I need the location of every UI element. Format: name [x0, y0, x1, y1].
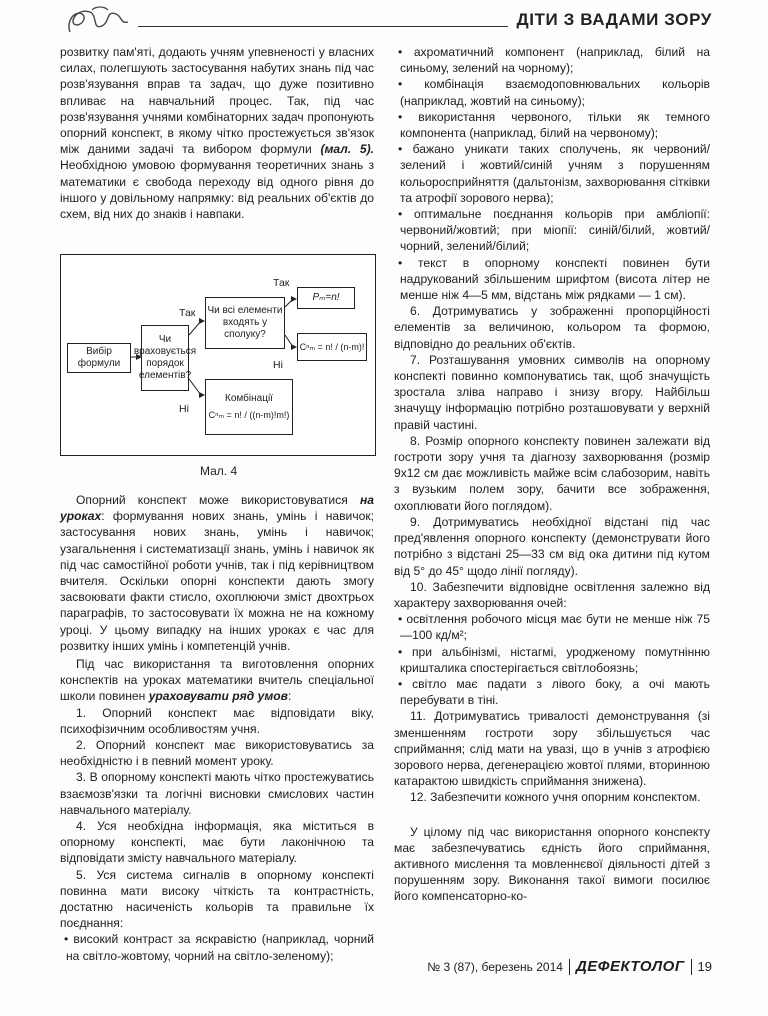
- box-permutations: [297, 287, 355, 309]
- list-item: 7. Розташування умовних символів на опорному конспекті повинно компонуватись так, щоб значущість зростала зліва направо і знизу вгору. Найбільш значущу інформацію потрібно розташовувати у верхній правій частині.: [394, 352, 710, 432]
- bullet-item: • бажано уникати таких сполучень, як червоний/зелений і жовтий/синій учням з порушенням кольоросприйняття (дальтонізм, захворювання сітківки та атрофії зорового нерва);: [394, 141, 710, 206]
- formula-combinations: Cⁿₘ = n! / ((n-m)!m!): [208, 410, 290, 420]
- formula-permutations: Pₘ=n!: [312, 292, 340, 303]
- bullet-item: • високий контраст за яскравістю (наприклад, чорний на світло-жовтому, чорний на світло-зеленому);: [60, 931, 374, 963]
- list-item: 12. Забезпечити кожного учня опорним конспектом.: [410, 790, 701, 805]
- paragraph: [60, 492, 374, 654]
- box-question-all: [205, 297, 285, 349]
- paragraph-text: : формування нових знань, умінь і навичок; застосування нових знань, умінь і навичок; узагальнення і систематизації знань, умінь і навичок як під час самостійної роботи учнів, так і під керівництвом вчителя. Оскільки опорні конспекти дають змогу засвоювати факти стисло, охоплюючи зміст двохтрьох параграфів, то застосовувати їх можна не на кожному уроці. У цьому випадку на інших уроках є час для розвитку інших умінь і компетенцій учнів.: [60, 509, 374, 653]
- box-start-label: Вибір формули: [77, 346, 121, 369]
- figure-reference: (мал. 5).: [320, 142, 374, 157]
- paragraph: [60, 44, 374, 222]
- paragraph-text: Під час використання та виготовлення опорних конспектів на уроках математики вчитель спеціальної школи повинен: [60, 657, 374, 704]
- left-column-bottom: [60, 492, 374, 964]
- bullet-item: • при альбінізмі, ністагмі, уродженому помутнінню кришталика спостерігається світлобоязнь;: [394, 644, 710, 676]
- footer-divider: [691, 959, 692, 975]
- list-item: 1. Опорний конспект має відповідати віку, психофізичним особливостям учня.: [60, 705, 374, 736]
- bullet-item: • освітлення робочого місця має бути не менше ніж 75—100 кд/м²;: [394, 611, 710, 643]
- page-number: 19: [697, 959, 712, 974]
- box-question-all-label: Чи всі елементи входять у сполуку?: [207, 305, 283, 340]
- paragraph: [60, 656, 374, 705]
- label-no-2: Ні: [273, 359, 283, 371]
- bullet-item: • ахроматичний компонент (наприклад, білий на синьому, зелений на чорному);: [394, 44, 710, 76]
- paragraph-text: Опорний конспект може використовуватися: [76, 493, 348, 507]
- magazine-name: ДЕФЕКТОЛОГ: [575, 958, 685, 975]
- list-item: 3. В опорному конспекті мають чітко простежуватись взаємозв'язки та логічні висновки смислових частин навчального матеріалу.: [60, 770, 374, 817]
- bullet-item: • оптимальне поєднання кольорів при амбліопії: червоний/жовтий; при міопії: синій/білий, жовтий/чорний, зелений/білий;: [394, 206, 710, 255]
- magazine-logo-icon: [62, 4, 132, 38]
- box-question-order-label: Чи враховується порядок елементів?: [133, 334, 197, 381]
- list-item: 2. Опорний конспект має використовуватись за необхідністю і в певний момент уроку.: [60, 738, 374, 769]
- label-yes-2: Так: [273, 277, 290, 289]
- figure-caption: Мал. 4: [200, 464, 238, 478]
- label-yes-1: Так: [179, 307, 196, 319]
- list-item: 11. Дотримуватись тривалості демонстрування (зі зменшенням гостроти зору збільшується час сприймання; слід мати на увазі, що в учнів з атрофією зорового нерва, дегенерацією жовтої плями, вторинною катарактою швидкість сприймання знижена).: [394, 709, 710, 789]
- list-item: 4. Уся необхідна інформація, яка міститься в опорному конспекті, має бути лаконічною та відповідати змісту навчального матеріалу.: [60, 819, 374, 866]
- box-question-order: [133, 325, 197, 391]
- header-rule: [138, 26, 508, 27]
- paragraph-text: Необхідною умовою формування теоретичних знань з математики є свобода переходу від одного рівня до іншого у довільному напрямку: від реальних об'єктів до схем, від них до знаків і навпаки.: [60, 158, 374, 222]
- bullet-item: • використання червоного, тільки як темного компонента (наприклад, білий на червоному);: [394, 109, 710, 141]
- emphasis: на уроках: [60, 493, 374, 524]
- footer-divider: [569, 959, 570, 975]
- diagram-combinatorics: [60, 254, 376, 456]
- bullet-item: • текст в опорному конспекті повинен бути надрукований збільшеним шрифтом (висота літер не менше ніж 4—5 мм, відстань між рядками — 1 см).: [394, 255, 710, 304]
- bullet-item: • світло має падати з лівого боку, а очі мають перебувати в тіні.: [394, 676, 710, 708]
- list-item: 9. Дотримуватись необхідної відстані під час пред'явлення опорного конспекту (демонструвати його потрібно з відстані 25—33 см від ока дитини під кутом від 5° до 45° щодо лінії погляду).: [394, 514, 710, 578]
- paragraph: У цілому під час використання опорного конспекту має забезпечуватись єдність його сприймання, активного мислення та мовленнєвої діяльності дітей з порушенням зору. Виконання такої вимоги посилює його компенсаторно-ко-: [394, 824, 710, 904]
- label-no-1: Ні: [179, 403, 189, 415]
- box-combinations-title: Комбінації: [225, 393, 273, 404]
- formula-arrangements: Cⁿₘ = n! / (n-m)!: [299, 342, 365, 352]
- box-start: [67, 343, 131, 373]
- paragraph-text: розвитку пам'яті, додають учням упевненості у власних силах, полегшують застосування набутих знань під час розв'язування вправ та задач, що дуже позитивно впливає на навчальний процес. Так, під час розв'язування учнями комбінаторних задач пропонують опорний конспект, в якому чітко простежується зв'язок між даними задачі та вибором формули: [60, 45, 374, 157]
- bullet-item: • комбінація взаємодоповнювальних кольорів (наприклад, жовтий на синьому);: [394, 76, 710, 108]
- issue-info: № 3 (87), березень 2014: [427, 959, 563, 974]
- left-column-top: [60, 44, 374, 222]
- section-title: ДІТИ З ВАДАМИ ЗОРУ: [516, 10, 712, 29]
- paragraph-text: :: [288, 689, 292, 704]
- list-item: 10. Забезпечити відповідне освітлення залежно від характеру захворювання очей:: [394, 579, 710, 610]
- list-item: 8. Розмір опорного конспекту повинен залежати від гостроти зору учня та діагнозу захворювання (розмір 9х12 см дає можливість майже всім слабозорим, навіть з вузьким полем зору, бачити все зображення, охоплювати його поглядом).: [394, 433, 710, 513]
- page-footer: [427, 958, 712, 975]
- right-column: [394, 44, 710, 905]
- box-combinations: [205, 379, 293, 435]
- list-item: 5. Уся система сигналів в опорному конспекті повинна мати високу чіткість та контрастність, достатню насиченість кольорів та правильне їх поєднання:: [60, 867, 374, 931]
- box-arrangements: [297, 333, 367, 361]
- list-item: 6. Дотримуватись у зображенні пропорційності елементів за величиною, кольором та формою, відповідно до реальних об'єктів.: [394, 304, 710, 351]
- emphasis: ураховувати ряд умов: [148, 689, 288, 704]
